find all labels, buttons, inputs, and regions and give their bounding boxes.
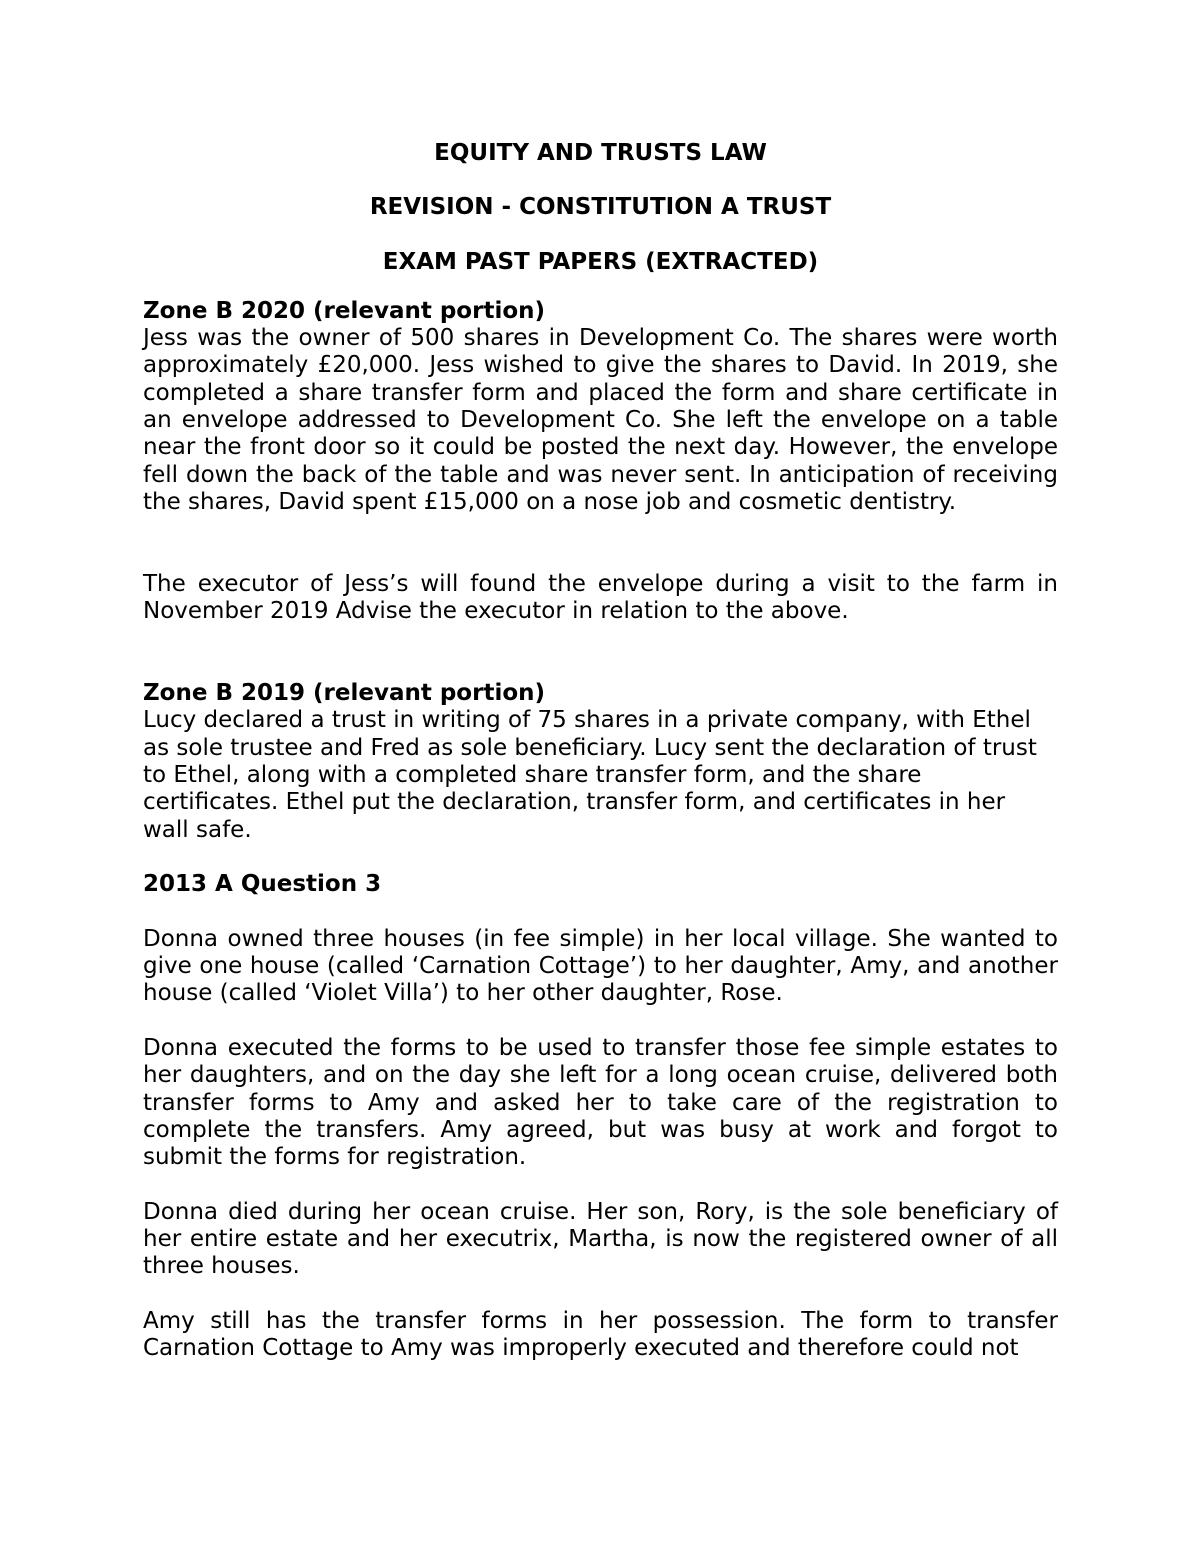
section-paragraph: Donna executed the forms to be used to transfer those fee simple estates to her daughters, and on the day she left for a long ocean cruise, delivered both transfer forms to Amy and asked her to take care of the registration to complete the transfers. Amy agreed, but was busy at work and forgot to submit the forms for registration. [143,1034,1058,1171]
document-title: EQUITY AND TRUSTS LAW [434,140,767,166]
section-paragraph: The executor of Jess’s will found the envelope during a visit to the farm in November 2019 Advise the executor in relation to the above. [143,570,1058,625]
section-heading-zone-b-2020: Zone B 2020 (relevant portion) [143,297,546,324]
section-paragraph: Donna died during her ocean cruise. Her son, Rory, is the sole beneficiary of her entire estate and her executrix, Martha, is now the registered owner of all three houses. [143,1198,1058,1280]
document-page [143,140,1058,1362]
document-subheading: EXAM PAST PAPERS (EXTRACTED) [382,248,819,275]
document-subtitle: REVISION - CONSTITUTION A TRUST [369,194,832,221]
section-heading-2013-question-3: 2013 A Question 3 [143,871,382,898]
section-paragraph: Amy still has the transfer forms in her possession. The form to transfer Carnation Cottage to Amy was improperly executed and therefore could not [143,1307,1058,1362]
section-paragraph: Lucy declared a trust in writing of 75 shares in a private company, with Ethel as sole trustee and Fred as sole beneficiary. Lucy sent the declaration of trust to Ethel, along with a completed share transfer form, and the share certificates. Ethel put the declaration, transfer form, and certificates in her wall safe. [143,707,1037,843]
section-heading-zone-b-2019: Zone B 2019 (relevant portion) [143,680,546,707]
section-paragraph: Donna owned three houses (in fee simple) in her local village. She wanted to give one house (called ‘Carnation Cottage’) to her daughter, Amy, and another house (called ‘Violet Villa’) to her other daughter, Rose. [143,925,1058,1007]
section-paragraph: Jess was the owner of 500 shares in Development Co. The shares were worth approximately £20,000. Jess wished to give the shares to David. In 2019, she completed a share transfer form and placed the form and share certificate in an envelope addressed to Development Co. She left the envelope on a table near the front door so it could be posted the next day. However, the envelope fell down the back of the table and was never sent. In anticipation of receiving the shares, David spent £15,000 on a nose job and cosmetic dentistry. [143,325,1058,515]
